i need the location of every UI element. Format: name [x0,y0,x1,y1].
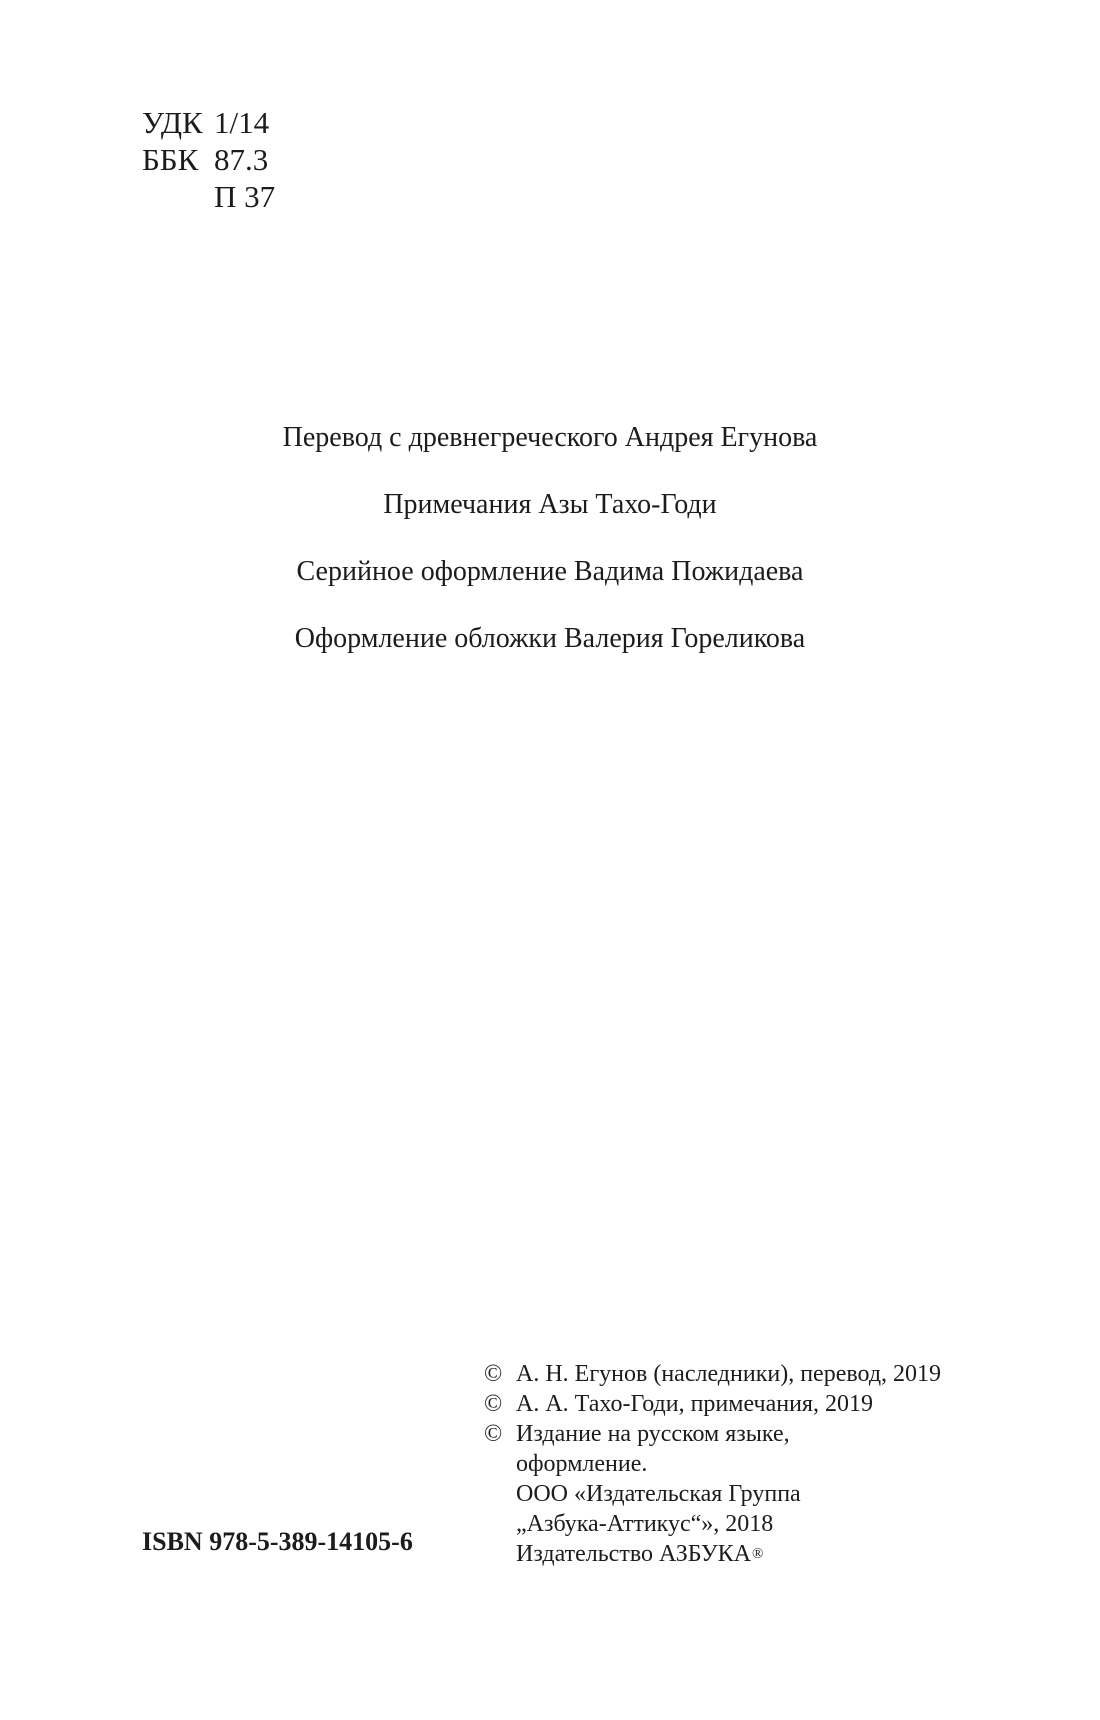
copyright-text: Издание на русском языке, [516,1421,790,1447]
copyright-symbol: © [484,1361,503,1387]
copyright-text: ООО «Издательская Группа [516,1481,801,1507]
classification-block [142,104,275,215]
copyright-symbol: © [484,1391,503,1417]
notes-credit: Примечания Азы Тахо-Годи [383,489,717,520]
copyright-text: А. А. Тахо-Годи, примечания, 2019 [516,1391,873,1417]
series-design-credit: Серийное оформление Вадима Пожидаева [296,556,804,587]
copyright-continuation [484,1539,941,1569]
bbk-value: 87.3 [214,142,269,177]
author-mark-row [142,178,275,215]
credits-block [0,420,1100,688]
udk-row [142,104,275,141]
copyright-continuation [484,1449,941,1479]
copyright-entry-notes [484,1389,941,1419]
isbn: ISBN 978-5-389-14105-6 [142,1527,413,1556]
translation-credit: Перевод с древнегреческого Андрея Егунова [282,422,818,453]
copyright-continuation [484,1509,941,1539]
copyright-text: А. Н. Егунов (наследники), перевод, 2019 [516,1361,942,1387]
cover-design-credit: Оформление обложки Валерия Гореликова [294,623,806,654]
udk-value: 1/14 [214,105,270,140]
copyright-continuation [484,1479,941,1509]
bbk-label: ББК [142,142,199,177]
copyright-entry-edition [484,1419,941,1449]
bbk-row [142,141,275,178]
publisher-name: Издательство АЗБУКА [516,1541,752,1567]
copyright-block [484,1359,941,1569]
author-mark: П 37 [214,179,276,214]
copyright-entry-translation [484,1359,941,1389]
copyright-text: „Азбука-Аттикус“», 2018 [516,1511,774,1537]
udk-label: УДК [142,105,203,140]
registered-mark: ® [752,1546,764,1562]
copyright-symbol: © [484,1421,503,1447]
copyright-text: оформление. [516,1451,648,1477]
